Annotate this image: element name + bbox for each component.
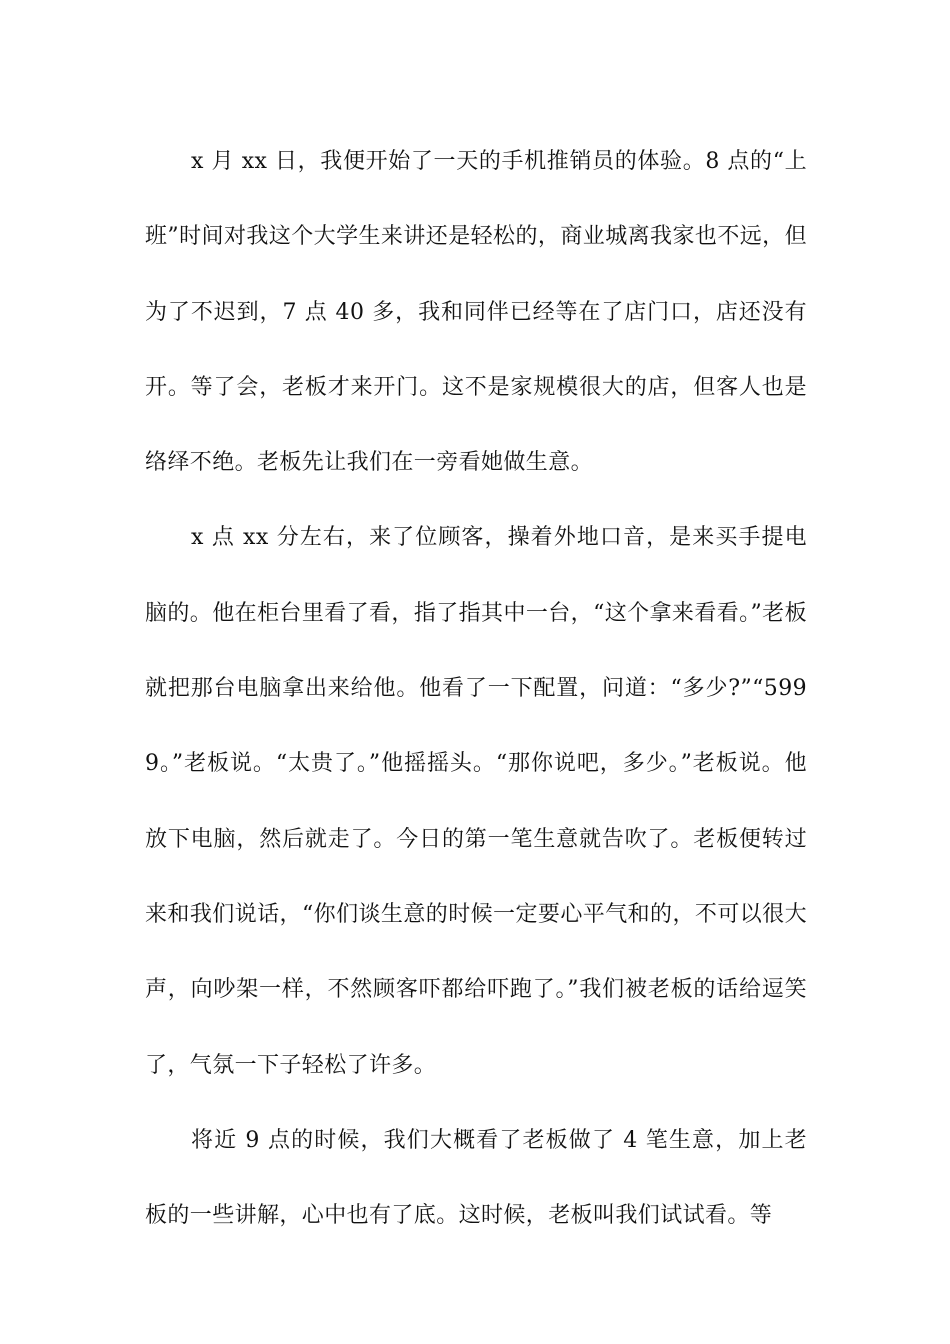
- paragraph-2: x 点 xx 分左右，来了位顾客，操着外地口音，是来买手提电脑的。他在柜台里看了看，指了指其中一台，“这个拿来看看。”老板就把那台电脑拿出来给他。他看了一下配置，问道：“多少?”“5999。”老板说。“太贵了。”他摇摇头。“那你说吧，多少。”老板说。他放下电脑，然后就走了。今日的第一笔生意就告吹了。老板便转过来和我们说话，“你们谈生意的时候一定要心平气和的，不可以很大声，向吵架一样，不然顾客吓都给吓跑了。”我们被老板的话给逗笑了，气氛一下子轻松了许多。: [145, 525, 807, 1078]
- document-body: [145, 124, 807, 1253]
- paragraph-3: 将近 9 点的时候，我们大概看了老板做了 4 笔生意，加上老板的一些讲解，心中也有了底。这时候，老板叫我们试试看。等: [145, 1127, 807, 1229]
- paragraph-1: x 月 xx 日，我便开始了一天的手机推销员的体验。8 点的“上班”时间对我这个大学生来讲还是轻松的，商业城离我家也不远，但为了不迟到，7 点 40 多，我和同伴已经等在了店门口，店还没有开。等了会，老板才来开门。这不是家规模很大的店，但客人也是络绎不绝。老板先让我们在一旁看她做生意。: [145, 149, 807, 476]
